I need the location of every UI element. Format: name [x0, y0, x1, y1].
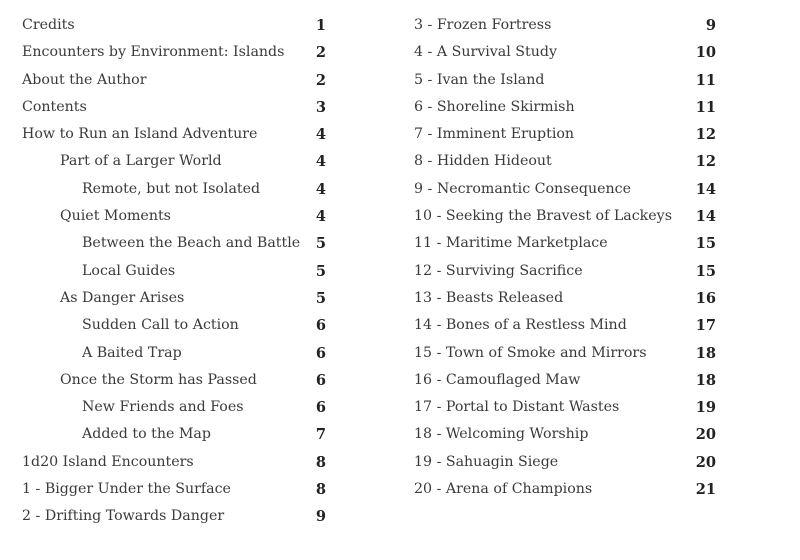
toc-entry-title: 1d20 Island Encounters	[22, 453, 194, 470]
toc-entry-title: Local Guides	[82, 262, 176, 279]
toc-entry-page-number: 6	[315, 344, 326, 362]
toc-entry-12-surviving-sacrifice[interactable]	[414, 258, 716, 285]
toc-entry-title: 1 - Bigger Under the Surface	[22, 481, 231, 498]
toc-entry-page-number: 19	[695, 399, 716, 417]
toc-entry-page-number: 18	[695, 371, 716, 389]
toc-entry-14-bones-of-a-restless-mind[interactable]	[414, 312, 716, 339]
toc-entry-20-arena-of-champions[interactable]	[414, 476, 716, 503]
toc-entry-page-number: 11	[695, 71, 716, 89]
toc-entry-title: 2 - Drifting Towards Danger	[22, 508, 225, 525]
toc-entry-title: 11 - Maritime Marketplace	[414, 235, 608, 252]
toc-entry-part-of-a-larger-world[interactable]	[22, 148, 326, 175]
toc-entry-4-a-survival-study[interactable]	[414, 39, 716, 66]
toc-entry-title: 13 - Beasts Released	[414, 289, 564, 306]
toc-entry-title: 12 - Surviving Sacrifice	[414, 262, 583, 279]
toc-entry-page-number: 5	[315, 262, 326, 280]
toc-entry-page-number: 14	[695, 180, 716, 198]
toc-entry-15-town-of-smoke-and-mirrors[interactable]	[414, 340, 716, 367]
toc-entry-page-number: 4	[315, 126, 326, 144]
toc-entry-title: 6 - Shoreline Skirmish	[414, 98, 575, 115]
toc-entry-title: 18 - Welcoming Worship	[414, 426, 589, 443]
toc-entry-page-number: 18	[695, 344, 716, 362]
toc-entry-title: 9 - Necromantic Consequence	[414, 180, 631, 197]
toc-entry-title: 17 - Portal to Distant Wastes	[414, 399, 620, 416]
toc-entry-title: Between the Beach and Battle	[82, 235, 301, 252]
toc-entry-page-number: 9	[705, 17, 716, 34]
toc-entry-2-drifting-towards-danger[interactable]	[22, 503, 326, 530]
toc-entry-title: Once the Storm has Passed	[60, 371, 257, 388]
toc-entry-title: About the Author	[22, 71, 147, 88]
toc-entry-how-to-run-an-island-adventure[interactable]	[22, 121, 326, 148]
toc-entry-contents[interactable]	[22, 94, 326, 121]
toc-entry-title: As Danger Arises	[60, 289, 185, 306]
toc-entry-page-number: 10	[695, 44, 716, 62]
toc-entry-title: 15 - Town of Smoke and Mirrors	[414, 344, 647, 361]
toc-entry-page-number: 15	[695, 262, 716, 280]
toc-entry-page-number: 6	[315, 371, 326, 389]
toc-entry-page-number: 15	[695, 235, 716, 253]
toc-entry-title: New Friends and Foes	[82, 399, 244, 416]
toc-entry-page-number: 5	[315, 289, 326, 307]
toc-entry-7-imminent-eruption[interactable]	[414, 121, 716, 148]
toc-entry-page-number: 12	[695, 153, 716, 171]
toc-entry-once-the-storm-has-passed[interactable]	[22, 367, 326, 394]
toc-entry-added-to-the-map[interactable]	[22, 421, 326, 448]
toc-entry-page-number: 21	[695, 481, 716, 499]
toc-entry-1d20-island-encounters[interactable]	[22, 449, 326, 476]
toc-entry-as-danger-arises[interactable]	[22, 285, 326, 312]
toc-entry-local-guides[interactable]	[22, 258, 326, 285]
toc-entry-1-bigger-under-the-surface[interactable]	[22, 476, 326, 503]
toc-entry-page-number: 1	[315, 17, 326, 34]
toc-entry-title: A Baited Trap	[82, 344, 182, 361]
toc-entry-between-the-beach-and-battle[interactable]	[22, 230, 326, 257]
toc-entry-title: 20 - Arena of Champions	[414, 481, 593, 498]
toc-entry-18-welcoming-worship[interactable]	[414, 421, 716, 448]
toc-entry-title: 5 - Ivan the Island	[414, 71, 545, 88]
toc-entry-title: Remote, but not Isolated	[82, 180, 261, 197]
toc-entry-3-frozen-fortress[interactable]	[414, 12, 716, 39]
toc-entry-page-number: 17	[695, 317, 716, 335]
toc-entry-page-number: 7	[315, 426, 326, 444]
toc-entry-page-number: 20	[695, 453, 716, 471]
toc-entry-page-number: 4	[315, 180, 326, 198]
toc-entry-17-portal-to-distant-wastes[interactable]	[414, 394, 716, 421]
toc-entry-page-number: 2	[315, 44, 326, 62]
toc-entry-page-number: 6	[315, 399, 326, 417]
toc-entry-page-number: 9	[315, 508, 326, 526]
toc-entry-page-number: 3	[315, 98, 326, 116]
toc-entry-title: Part of a Larger World	[60, 153, 222, 170]
toc-entry-page-number: 8	[315, 481, 326, 499]
toc-entry-credits[interactable]	[22, 12, 326, 39]
toc-entry-title: 8 - Hidden Hideout	[414, 153, 552, 170]
toc-entry-title: How to Run an Island Adventure	[22, 126, 258, 143]
toc-entry-remote-but-not-isolated[interactable]	[22, 176, 326, 203]
toc-entry-sudden-call-to-action[interactable]	[22, 312, 326, 339]
toc-entry-title: Sudden Call to Action	[82, 317, 239, 334]
toc-entry-page-number: 4	[315, 208, 326, 226]
toc-entry-title: 14 - Bones of a Restless Mind	[414, 317, 627, 334]
toc-entry-title: 7 - Imminent Eruption	[414, 126, 575, 143]
toc-entry-page-number: 4	[315, 153, 326, 171]
toc-right-column	[414, 12, 716, 503]
toc-entry-page-number: 8	[315, 453, 326, 471]
toc-left-column	[22, 12, 326, 531]
toc-entry-title: 10 - Seeking the Bravest of Lackeys	[414, 208, 672, 225]
toc-entry-page-number: 16	[695, 289, 716, 307]
toc-entry-title: 4 - A Survival Study	[414, 44, 557, 61]
toc-entry-page-number: 14	[695, 208, 716, 226]
toc-entry-title: Quiet Moments	[60, 208, 171, 225]
toc-entry-title: 16 - Camouflaged Maw	[414, 371, 581, 388]
toc-entry-encounters-by-environment-islands[interactable]	[22, 39, 326, 66]
toc-entry-title: Contents	[22, 98, 87, 115]
toc-entry-title: Added to the Map	[82, 426, 211, 443]
toc-entry-page-number: 6	[315, 317, 326, 335]
toc-entry-about-the-author[interactable]	[22, 67, 326, 94]
toc-entry-5-ivan-the-island[interactable]	[414, 67, 716, 94]
toc-entry-11-maritime-marketplace[interactable]	[414, 230, 716, 257]
toc-entry-page-number: 2	[315, 71, 326, 89]
toc-entry-title: Credits	[22, 17, 75, 33]
toc-entry-9-necromantic-consequence[interactable]	[414, 176, 716, 203]
toc-entry-new-friends-and-foes[interactable]	[22, 394, 326, 421]
toc-entry-page-number: 20	[695, 426, 716, 444]
toc-entry-page-number: 12	[695, 126, 716, 144]
toc-entry-quiet-moments[interactable]	[22, 203, 326, 230]
toc-entry-8-hidden-hideout[interactable]	[414, 148, 716, 175]
toc-entry-6-shoreline-skirmish[interactable]	[414, 94, 716, 121]
toc-entry-page-number: 11	[695, 98, 716, 116]
toc-entry-title: 3 - Frozen Fortress	[414, 17, 552, 33]
toc-entry-19-sahuagin-siege[interactable]	[414, 449, 716, 476]
toc-entry-page-number: 5	[315, 235, 326, 253]
toc-entry-a-baited-trap[interactable]	[22, 340, 326, 367]
toc-entry-13-beasts-released[interactable]	[414, 285, 716, 312]
toc-entry-title: 19 - Sahuagin Siege	[414, 453, 559, 470]
toc-entry-title: Encounters by Environment: Islands	[22, 44, 285, 61]
toc-entry-16-camouflaged-maw[interactable]	[414, 367, 716, 394]
toc-entry-10-seeking-the-bravest-of-lackeys[interactable]	[414, 203, 716, 230]
